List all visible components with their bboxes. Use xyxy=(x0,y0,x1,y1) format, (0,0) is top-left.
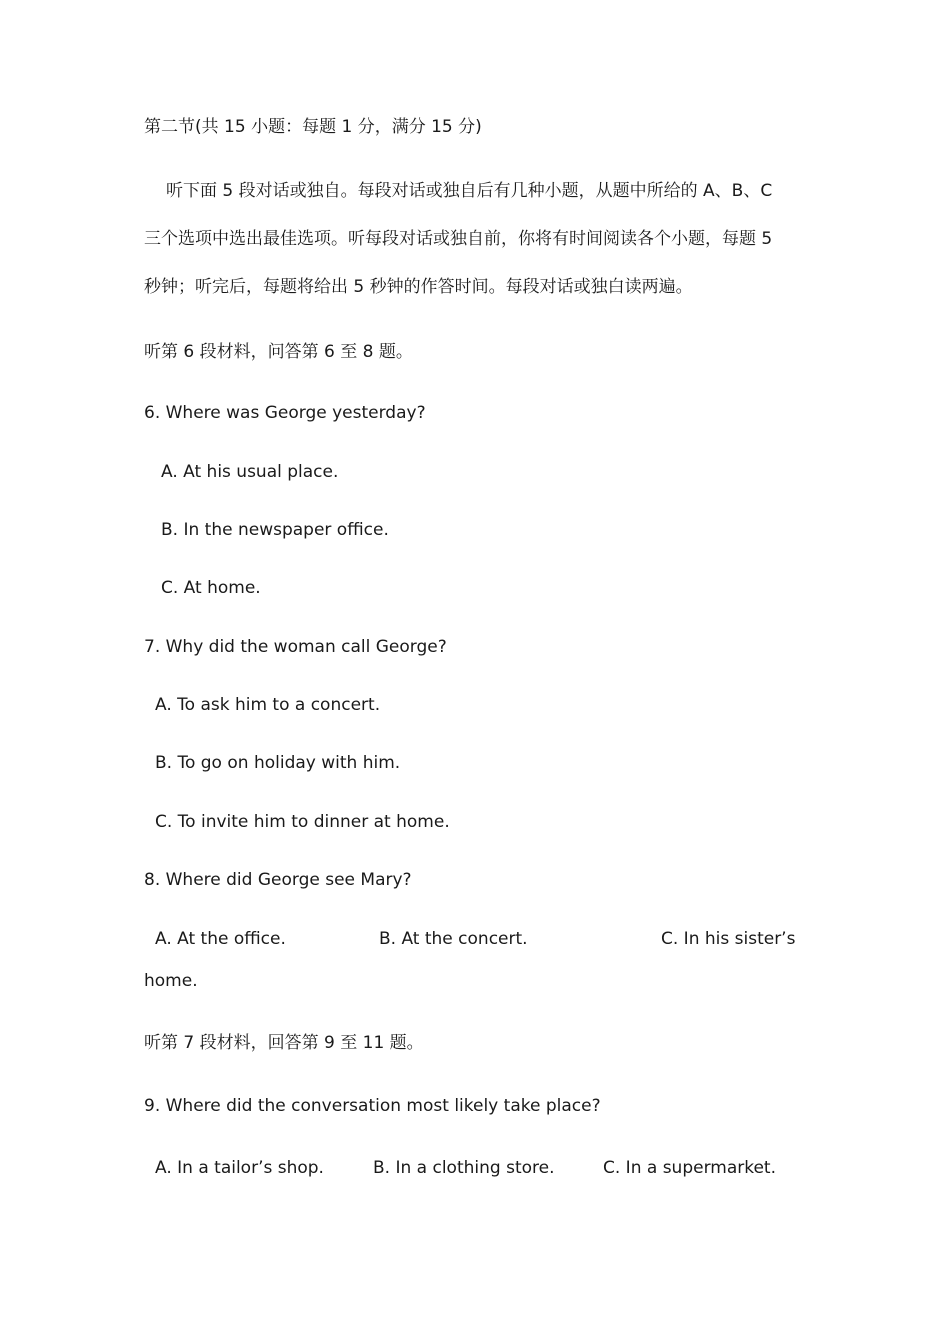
instruction-line-1: 听下面 5 段对话或独自。每段对话或独自后有几种小题，从题中所给的 A、B、C xyxy=(166,181,773,201)
question-6-option-a: A. At his usual place. xyxy=(161,462,339,482)
question-7-option-b: B. To go on holiday with him. xyxy=(155,753,401,773)
material-6-header: 听第 6 段材料，问答第 6 至 8 题。 xyxy=(144,342,413,362)
question-8-option-b: B. At the concert. xyxy=(379,929,528,949)
question-9-option-b: B. In a clothing store. xyxy=(373,1158,555,1178)
material-7-header: 听第 7 段材料，回答第 9 至 11 题。 xyxy=(144,1033,424,1053)
question-9: 9. Where did the conversation most likely take place? xyxy=(144,1096,601,1116)
question-6: 6. Where was George yesterday? xyxy=(144,403,426,423)
question-7: 7. Why did the woman call George? xyxy=(144,637,447,657)
question-6-option-b: B. In the newspaper office. xyxy=(161,520,389,540)
question-8: 8. Where did George see Mary? xyxy=(144,870,412,890)
question-9-option-a: A. In a tailor’s shop. xyxy=(155,1158,324,1178)
instruction-line-2: 三个选项中选出最佳选项。听每段对话或独自前，你将有时间阅读各个小题，每题 5 xyxy=(144,229,773,249)
question-6-option-c: C. At home. xyxy=(161,578,261,598)
instruction-line-3: 秒钟；听完后，每题将给出 5 秒钟的作答时间。每段对话或独白读两遍。 xyxy=(144,277,693,297)
question-8-option-a: A. At the office. xyxy=(155,929,286,949)
question-8-option-c: C. In his sister’s xyxy=(661,929,796,949)
question-7-option-c: C. To invite him to dinner at home. xyxy=(155,812,450,832)
question-8-option-c-continuation: home. xyxy=(144,971,198,991)
section-title: 第二节(共 15 小题：每题 1 分，满分 15 分) xyxy=(144,117,482,137)
question-7-option-a: A. To ask him to a concert. xyxy=(155,695,381,715)
question-9-option-c: C. In a supermarket. xyxy=(603,1158,776,1178)
